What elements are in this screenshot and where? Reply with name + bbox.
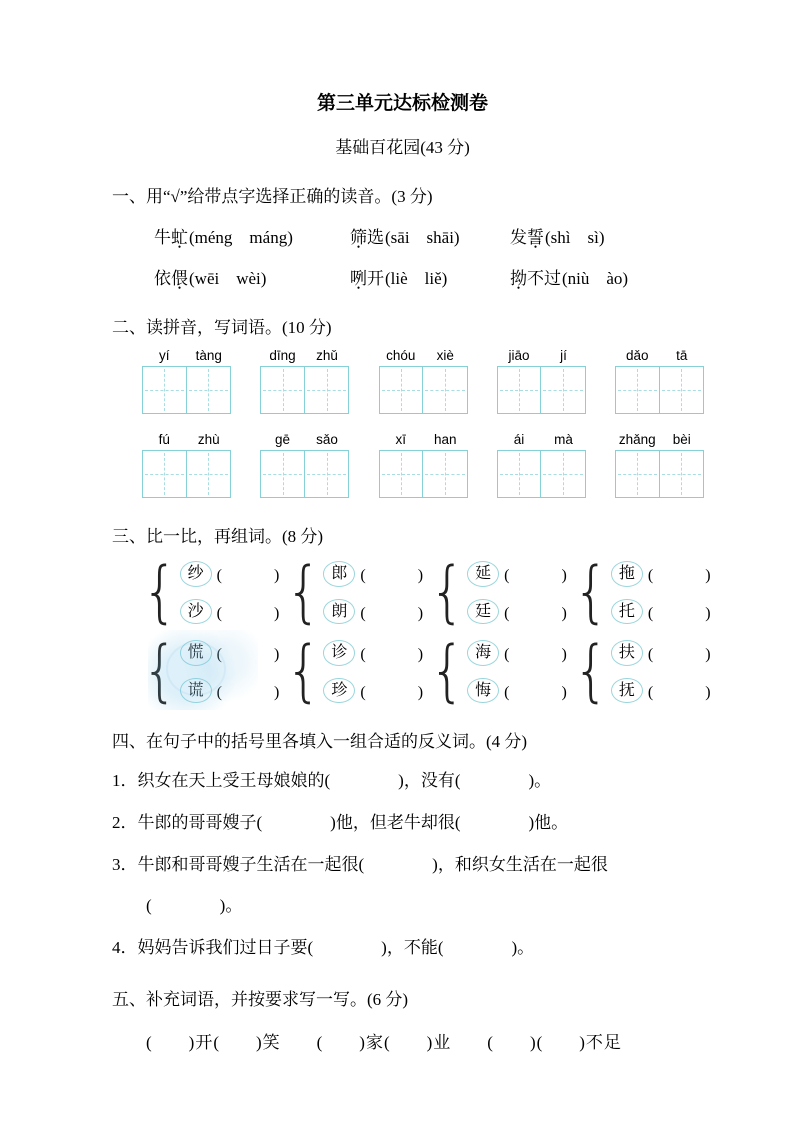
dotted-char: 誓	[527, 228, 544, 247]
circled-char: 朗	[323, 599, 355, 625]
sentence-line: ( )。	[146, 896, 243, 916]
answer-blank[interactable]: ( )	[216, 684, 281, 702]
compare-pair-group	[429, 632, 574, 711]
writing-grid	[142, 366, 231, 414]
pinyin-label	[260, 432, 349, 447]
compare-pair-group	[573, 553, 717, 632]
pinyin-options[interactable]: (liè liě)	[385, 269, 448, 288]
compare-line	[323, 561, 424, 587]
compare-pair-column	[611, 561, 712, 624]
circled-char: 海	[467, 640, 499, 666]
circled-char: 珍	[323, 678, 355, 704]
dotted-char: 偎	[171, 269, 188, 288]
compare-pair-group	[573, 632, 717, 711]
pinyin-syllable: gē	[274, 432, 291, 447]
circled-char: 扶	[611, 640, 643, 666]
answer-blank[interactable]: ( )	[504, 646, 568, 664]
writing-grid	[615, 366, 704, 414]
compare-line	[180, 561, 281, 587]
compare-line	[467, 640, 568, 666]
pinyin-syllable: han	[433, 432, 457, 447]
pinyin-options[interactable]: (sāi shāi)	[385, 228, 460, 247]
writing-cell[interactable]	[660, 451, 704, 497]
writing-cell[interactable]	[261, 451, 305, 497]
writing-grid	[615, 450, 704, 498]
compare-line	[611, 678, 712, 704]
pinyin-syllable: ái	[513, 432, 525, 447]
pinyin-writing-group	[615, 432, 704, 498]
pinyin-options[interactable]: (niù ào)	[562, 269, 629, 288]
compare-pair-column	[467, 561, 568, 624]
brace-decoration: {	[429, 553, 466, 632]
pinyin-syllable: zhǔ	[316, 348, 338, 363]
pinyin-options[interactable]: (méng máng)	[189, 228, 293, 247]
section-4-heading: 四、在句子中的括号里各填入一组合适的反义词。(4 分)	[112, 732, 528, 752]
brace-decoration: {	[142, 632, 178, 711]
brace-decoration: {	[573, 632, 609, 711]
answer-blank[interactable]: ( )	[647, 604, 712, 622]
dotted-char: 虻	[171, 228, 188, 247]
answer-blank[interactable]: ( )	[360, 684, 425, 702]
circled-char: 拖	[611, 561, 643, 587]
writing-cell[interactable]	[541, 451, 585, 497]
answer-blank[interactable]: ( )	[504, 684, 568, 702]
answer-blank[interactable]: ( )	[360, 567, 425, 585]
compare-line	[323, 640, 424, 666]
writing-cell[interactable]	[261, 367, 305, 413]
answer-blank[interactable]: ( )	[647, 567, 712, 585]
compare-pair-column	[180, 561, 281, 624]
writing-cell[interactable]	[423, 451, 467, 497]
word-pronunciation-item: 依偎(wēi wèi)	[154, 264, 350, 289]
answer-blank[interactable]: ( )	[216, 646, 281, 664]
compare-pair-column	[611, 640, 712, 703]
dotted-char: 拗	[510, 269, 527, 288]
compare-pair-column	[323, 561, 424, 624]
part-subtitle: 基础百花园(43 分)	[335, 138, 470, 157]
circled-char: 沙	[180, 599, 212, 625]
word-pronunciation-item: 拗不过(niù ào)	[510, 264, 628, 289]
compare-line	[180, 599, 281, 625]
writing-cell[interactable]	[498, 367, 542, 413]
section-1-pronunciation	[112, 182, 693, 289]
writing-cell[interactable]	[423, 367, 467, 413]
pinyin-writing-group	[260, 348, 349, 414]
pinyin-writing-group	[142, 432, 231, 498]
section-2-pinyin-writing	[112, 313, 693, 498]
answer-blank[interactable]: ( )	[647, 684, 712, 702]
pinyin-writing-group	[379, 348, 468, 414]
dotted-char: 咧	[350, 269, 367, 288]
circled-char: 托	[611, 599, 643, 625]
word-pronunciation-item: 筛选(sāi shāi)	[350, 223, 510, 248]
writing-cell[interactable]	[187, 451, 231, 497]
sentence-line: 1．织女在天上受王母娘娘的( )，没有( )。	[112, 771, 552, 791]
compare-line	[611, 640, 712, 666]
compare-line	[467, 678, 568, 704]
brace-decoration: {	[285, 632, 322, 711]
section-3-compare-words	[112, 522, 712, 711]
compare-pair-group	[285, 632, 430, 711]
compare-line	[323, 678, 424, 704]
pinyin-word-row	[142, 348, 704, 414]
section-5-heading: 五、补充词语，并按要求写一写。(6 分)	[112, 989, 409, 1009]
circled-char: 郎	[323, 561, 355, 587]
pinyin-syllable: jí	[560, 348, 567, 363]
answer-blank[interactable]: ( )	[216, 567, 281, 585]
pinyin-syllable: dǎo	[625, 348, 649, 363]
answer-blank[interactable]: ( )	[647, 646, 712, 664]
writing-grid	[260, 366, 349, 414]
circled-char: 诊	[323, 640, 355, 666]
section-2-body	[112, 348, 693, 498]
pinyin-options[interactable]: (wēi wèi)	[189, 269, 267, 288]
writing-cell[interactable]	[660, 367, 704, 413]
pinyin-syllable: tàng	[195, 348, 222, 363]
pinyin-label	[615, 348, 704, 363]
word-pronunciation-item: 发誓(shì sì)	[510, 223, 605, 248]
pinyin-writing-group	[497, 432, 586, 498]
circled-char: 抚	[611, 678, 643, 704]
idiom-completion-line: ( )开( )笑 ( )家( )业 ( )( )不足	[146, 1032, 622, 1052]
section-2-heading: 二、读拼音，写词语。(10 分)	[112, 318, 332, 337]
brace-decoration: {	[142, 553, 178, 632]
pinyin-writing-group	[379, 432, 468, 498]
pinyin-syllable: bèi	[672, 432, 691, 447]
answer-blank[interactable]: ( )	[504, 604, 568, 622]
pinyin-label	[497, 432, 586, 447]
pinyin-writing-group	[615, 348, 704, 414]
circled-char: 慌	[180, 640, 212, 666]
sentence-line: 2．牛郎的哥哥嫂子( )他，但老牛却很( )他。	[112, 813, 569, 833]
writing-grid	[260, 450, 349, 498]
writing-cell[interactable]	[143, 451, 187, 497]
compare-line	[467, 561, 568, 587]
answer-blank[interactable]: ( )	[216, 604, 281, 622]
pronunciation-row	[154, 264, 693, 289]
section-4-antonyms	[112, 727, 693, 960]
section-1-body	[112, 223, 693, 289]
writing-cell[interactable]	[143, 367, 187, 413]
compare-pair-group	[285, 553, 430, 632]
writing-cell[interactable]	[305, 451, 349, 497]
answer-blank[interactable]: ( )	[504, 567, 568, 585]
writing-grid	[379, 366, 468, 414]
pinyin-syllable: dīng	[269, 348, 296, 363]
pronunciation-row	[154, 223, 693, 248]
writing-cell[interactable]	[616, 451, 660, 497]
writing-cell[interactable]	[380, 367, 424, 413]
brace-decoration: {	[573, 553, 609, 632]
writing-cell[interactable]	[380, 451, 424, 497]
compare-line	[467, 599, 568, 625]
compare-pair-column	[323, 640, 424, 703]
pinyin-syllable: xī	[395, 432, 406, 447]
pinyin-syllable: fú	[158, 432, 170, 447]
writing-cell[interactable]	[541, 367, 585, 413]
circled-char: 廷	[467, 599, 499, 625]
pinyin-label	[142, 348, 231, 363]
pinyin-label	[142, 432, 231, 447]
writing-cell[interactable]	[187, 367, 231, 413]
writing-grid	[379, 450, 468, 498]
brace-decoration: {	[285, 553, 322, 632]
pinyin-writing-group	[260, 432, 349, 498]
pinyin-syllable: sǎo	[316, 432, 338, 447]
pinyin-label	[379, 432, 468, 447]
word-pronunciation-item: 咧开(liè liě)	[350, 264, 510, 289]
dotted-char: 筛	[350, 228, 367, 247]
section-3-body	[142, 553, 717, 711]
pinyin-syllable: xiè	[436, 348, 454, 363]
writing-grid	[497, 366, 586, 414]
writing-grid	[142, 450, 231, 498]
answer-blank[interactable]: ( )	[360, 646, 425, 664]
sentence-line: 3．牛郎和哥哥嫂子生活在一起很( )，和织女生活在一起很	[112, 854, 608, 874]
section-5-idioms	[112, 985, 693, 1053]
word-pronunciation-item: 牛虻(méng máng)	[154, 223, 350, 248]
compare-line	[180, 678, 281, 704]
compare-pair-column	[180, 640, 281, 703]
pinyin-syllable: yí	[158, 348, 170, 363]
pinyin-options[interactable]: (shì sì)	[545, 228, 605, 247]
pinyin-syllable: chóu	[386, 348, 416, 363]
compare-line	[611, 561, 712, 587]
answer-blank[interactable]: ( )	[360, 604, 425, 622]
pinyin-syllable: mà	[554, 432, 573, 447]
compare-pair-group	[142, 632, 286, 711]
compare-pair-group	[142, 553, 286, 632]
compare-line	[323, 599, 424, 625]
pinyin-writing-group	[142, 348, 231, 414]
pinyin-syllable: jiāo	[508, 348, 530, 363]
circled-char: 纱	[180, 561, 212, 587]
pinyin-word-row	[142, 432, 704, 498]
pinyin-label	[260, 348, 349, 363]
pinyin-label	[497, 348, 586, 363]
compare-pair-column	[467, 640, 568, 703]
writing-cell[interactable]	[305, 367, 349, 413]
circled-char: 悔	[467, 678, 499, 704]
circled-char: 延	[467, 561, 499, 587]
writing-cell[interactable]	[616, 367, 660, 413]
pinyin-label	[615, 432, 704, 447]
compare-line	[180, 640, 281, 666]
pinyin-syllable: zhǎng	[618, 432, 656, 447]
pinyin-writing-group	[497, 348, 586, 414]
pinyin-label	[379, 348, 468, 363]
writing-grid	[497, 450, 586, 498]
pinyin-syllable: zhù	[197, 432, 220, 447]
section-4-body	[112, 769, 693, 960]
writing-cell[interactable]	[498, 451, 542, 497]
sentence-line: 4．妈妈告诉我们过日子要( )，不能( )。	[112, 937, 535, 957]
page-title: 第三单元达标检测卷	[316, 93, 488, 114]
brace-decoration: {	[429, 632, 466, 711]
section-3-heading: 三、比一比，再组词。(8 分)	[112, 527, 324, 546]
compare-line	[611, 599, 712, 625]
pinyin-syllable: tā	[676, 348, 688, 363]
section-1-heading: 一、用“√”给带点字选择正确的读音。(3 分)	[112, 187, 433, 206]
compare-pair-group	[429, 553, 574, 632]
circled-char: 谎	[180, 678, 212, 704]
